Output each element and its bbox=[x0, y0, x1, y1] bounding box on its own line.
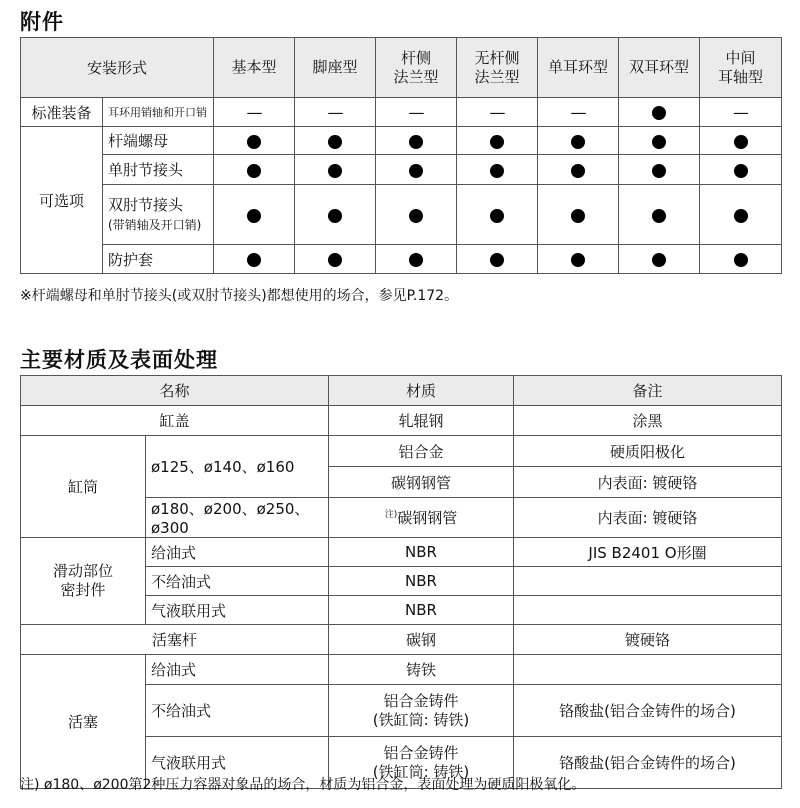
lube-type-label: 给油式 bbox=[146, 538, 329, 567]
lube-type-label: 不给油式 bbox=[146, 567, 329, 596]
remark-cell: 内表面: 镀硬铬 bbox=[514, 498, 782, 538]
mark-cell bbox=[619, 98, 700, 127]
material-cell: $^{注)}$碳钢钢管 bbox=[329, 498, 514, 538]
mark-cell bbox=[457, 155, 538, 185]
filled-dot-icon bbox=[247, 209, 261, 223]
filled-dot-icon bbox=[571, 209, 585, 223]
filled-dot-icon bbox=[409, 209, 423, 223]
part-name: 活塞杆 bbox=[21, 625, 329, 655]
filled-dot-icon bbox=[652, 253, 666, 267]
type-header-double-clevis: 双耳环型 bbox=[619, 38, 700, 98]
part-name: 缸筒 bbox=[21, 436, 146, 538]
mark-cell: — bbox=[538, 98, 619, 127]
accessories-footnote: ※杆端螺母和单肘节接头(或双肘节接头)都想使用的场合，参见P.172。 bbox=[20, 288, 459, 304]
remark-cell bbox=[514, 655, 782, 685]
mark-cell bbox=[619, 245, 700, 274]
mark-cell bbox=[376, 245, 457, 274]
type-header-head-flange: 无杆侧 法兰型 bbox=[457, 38, 538, 98]
optional-item-label: 单肘节接头 bbox=[103, 155, 214, 185]
accessories-title: 附件 bbox=[20, 10, 64, 34]
material-cell: NBR bbox=[329, 596, 514, 625]
mount-type-header: 安装形式 bbox=[21, 38, 214, 98]
remark-cell: 涂黑 bbox=[514, 406, 782, 436]
mark-cell bbox=[295, 155, 376, 185]
type-header-foot: 脚座型 bbox=[295, 38, 376, 98]
filled-dot-icon bbox=[734, 135, 748, 149]
material-cell: NBR bbox=[329, 567, 514, 596]
material-cell: 铝合金 bbox=[329, 436, 514, 467]
remark-cell bbox=[514, 567, 782, 596]
mark-cell bbox=[295, 185, 376, 245]
name-header: 名称 bbox=[21, 376, 329, 406]
lube-type-label: 气液联用式 bbox=[146, 596, 329, 625]
tube-row bbox=[21, 436, 782, 467]
mark-cell bbox=[295, 245, 376, 274]
standard-row bbox=[21, 98, 782, 127]
mark-cell: — bbox=[700, 98, 782, 127]
filled-dot-icon bbox=[409, 135, 423, 149]
mark-cell bbox=[376, 127, 457, 155]
remark-cell: 铬酸盐(铝合金铸件的场合) bbox=[514, 737, 782, 789]
part-name: 缸盖 bbox=[21, 406, 329, 436]
mark-cell: — bbox=[376, 98, 457, 127]
mark-cell bbox=[376, 185, 457, 245]
remark-header: 备注 bbox=[514, 376, 782, 406]
bore-range-label: ø125、ø140、ø160 bbox=[146, 436, 329, 498]
optional-row-boot bbox=[21, 245, 782, 274]
lube-type-label: 气液联用式 bbox=[146, 737, 329, 789]
material-cell: 铝合金铸件 (铁缸筒: 铸铁) bbox=[329, 685, 514, 737]
filled-dot-icon bbox=[571, 135, 585, 149]
remark-cell: JIS B2401 O形圈 bbox=[514, 538, 782, 567]
material-cell: NBR bbox=[329, 538, 514, 567]
mark-cell bbox=[376, 155, 457, 185]
seal-row bbox=[21, 538, 782, 567]
filled-dot-icon bbox=[247, 253, 261, 267]
optional-row-single-knuckle bbox=[21, 155, 782, 185]
part-name: 滑动部位 密封件 bbox=[21, 538, 146, 625]
filled-dot-icon bbox=[247, 164, 261, 178]
remark-cell: 内表面: 镀硬铬 bbox=[514, 467, 782, 498]
material-cell: 铝合金铸件 (铁缸筒: 铸铁) bbox=[329, 737, 514, 789]
remark-cell: 镀硬铬 bbox=[514, 625, 782, 655]
filled-dot-icon bbox=[409, 164, 423, 178]
filled-dot-icon bbox=[652, 106, 666, 120]
mark-cell bbox=[619, 185, 700, 245]
optional-row-rod-nut bbox=[21, 127, 782, 155]
mark-cell bbox=[700, 245, 782, 274]
mark-cell bbox=[457, 185, 538, 245]
filled-dot-icon bbox=[490, 135, 504, 149]
filled-dot-icon bbox=[490, 253, 504, 267]
optional-item-label: 防护套 bbox=[103, 245, 214, 274]
materials-title: 主要材质及表面处理 bbox=[20, 348, 218, 372]
part-name: 活塞 bbox=[21, 655, 146, 789]
filled-dot-icon bbox=[247, 135, 261, 149]
filled-dot-icon bbox=[652, 164, 666, 178]
filled-dot-icon bbox=[490, 164, 504, 178]
note-marker: 注) bbox=[384, 510, 398, 520]
mark-cell bbox=[700, 185, 782, 245]
mark-cell bbox=[457, 245, 538, 274]
remark-cell: 硬质阳极化 bbox=[514, 436, 782, 467]
mark-cell bbox=[457, 127, 538, 155]
mark-cell bbox=[538, 185, 619, 245]
filled-dot-icon bbox=[571, 253, 585, 267]
mark-cell bbox=[214, 185, 295, 245]
mark-cell bbox=[619, 127, 700, 155]
filled-dot-icon bbox=[734, 253, 748, 267]
filled-dot-icon bbox=[328, 135, 342, 149]
standard-item-label: 耳环用销轴和开口销 bbox=[103, 98, 214, 127]
mark-cell bbox=[214, 155, 295, 185]
mark-cell bbox=[214, 127, 295, 155]
mark-cell: — bbox=[214, 98, 295, 127]
type-header-trunnion: 中间 耳轴型 bbox=[700, 38, 782, 98]
materials-table bbox=[20, 375, 782, 789]
material-cell: 碳钢钢管 bbox=[329, 467, 514, 498]
material-cell: 铸铁 bbox=[329, 655, 514, 685]
type-header-single-clevis: 单耳环型 bbox=[538, 38, 619, 98]
lube-type-label: 不给油式 bbox=[146, 685, 329, 737]
filled-dot-icon bbox=[328, 253, 342, 267]
material-header: 材质 bbox=[329, 376, 514, 406]
mark-cell: — bbox=[457, 98, 538, 127]
standard-group-label: 标准装备 bbox=[21, 98, 103, 127]
remark-cell bbox=[514, 596, 782, 625]
optional-row-double-knuckle bbox=[21, 185, 782, 245]
material-cell: 碳钢 bbox=[329, 625, 514, 655]
mark-cell bbox=[700, 155, 782, 185]
remark-cell: 铬酸盐(铝合金铸件的场合) bbox=[514, 685, 782, 737]
filled-dot-icon bbox=[652, 209, 666, 223]
filled-dot-icon bbox=[734, 209, 748, 223]
filled-dot-icon bbox=[409, 253, 423, 267]
optional-item-label: 双肘节接头 (带销轴及开口销) bbox=[103, 185, 214, 245]
cover-row bbox=[21, 406, 782, 436]
materials-footnote: 注) ø180、ø200第2种压力容器对象品的场合，材质为铝合金，表面处理为硬质阳极氧化。 bbox=[20, 777, 586, 793]
mark-cell bbox=[295, 127, 376, 155]
filled-dot-icon bbox=[734, 164, 748, 178]
filled-dot-icon bbox=[328, 164, 342, 178]
optional-item-label: 杆端螺母 bbox=[103, 127, 214, 155]
type-header-rod-flange: 杆侧 法兰型 bbox=[376, 38, 457, 98]
lube-type-label: 给油式 bbox=[146, 655, 329, 685]
material-cell: 轧辊钢 bbox=[329, 406, 514, 436]
mark-cell bbox=[538, 155, 619, 185]
mark-cell bbox=[214, 245, 295, 274]
piston-row bbox=[21, 655, 782, 685]
mark-cell: — bbox=[295, 98, 376, 127]
filled-dot-icon bbox=[490, 209, 504, 223]
mark-cell bbox=[538, 245, 619, 274]
bore-range-label: ø180、ø200、ø250、ø300 bbox=[146, 498, 329, 538]
type-header-basic: 基本型 bbox=[214, 38, 295, 98]
accessories-table bbox=[20, 37, 782, 274]
filled-dot-icon bbox=[328, 209, 342, 223]
mark-cell bbox=[538, 127, 619, 155]
filled-dot-icon bbox=[652, 135, 666, 149]
filled-dot-icon bbox=[571, 164, 585, 178]
mark-cell bbox=[619, 155, 700, 185]
optional-group-label: 可选项 bbox=[21, 127, 103, 274]
rod-row bbox=[21, 625, 782, 655]
mark-cell bbox=[700, 127, 782, 155]
